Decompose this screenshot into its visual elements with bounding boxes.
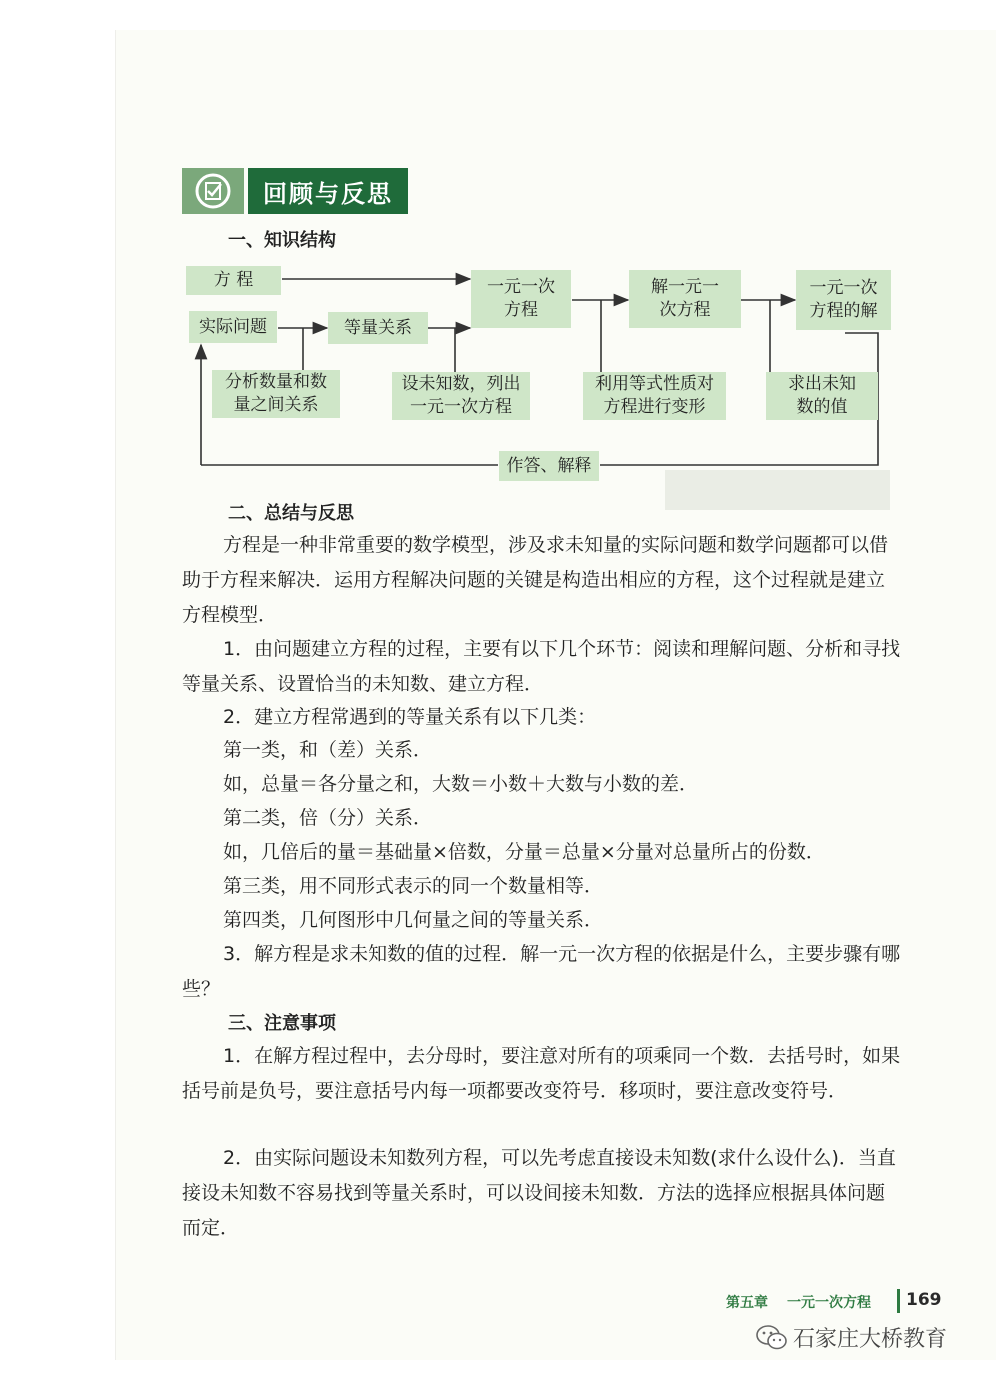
heading-knowledge-structure: 一、知识结构 — [228, 230, 336, 251]
check-clipboard-icon — [194, 172, 232, 210]
wechat-icon — [755, 1324, 789, 1352]
summary-paragraph-4: 第一类，和（差）关系． — [223, 739, 433, 761]
node-answer: 作答、解释 — [499, 451, 599, 481]
summary-paragraph-5: 如，总量＝各分量之和，大数＝小数＋大数与小数的差． — [223, 773, 699, 795]
summary-paragraph-1: 方程是一种非常重要的数学模型，涉及求未知量的实际问题和数学问题都可以借助于方程来解决．运用方程解决问题的关键是构造出相应的方程，这个过程就是建立方程模型． — [182, 534, 889, 626]
node-find-value: 求出未知数的值 — [766, 372, 878, 420]
heading-summary: 二、总结与反思 — [228, 503, 354, 524]
bleed-through-bar — [665, 470, 890, 510]
node-equation: 方 程 — [186, 266, 281, 295]
heading-notes: 三、注意事项 — [228, 1013, 336, 1034]
node-set-unknown: 设未知数，列出一元一次方程 — [392, 372, 530, 420]
watermark-text: 石家庄大桥教育 — [793, 1327, 948, 1352]
node-solve-equation: 解一元一次方程 — [629, 270, 741, 328]
summary-paragraph-9: 第四类，几何图形中几何量之间的等量关系． — [223, 909, 604, 931]
summary-paragraph-8: 第三类，用不同形式表示的同一个数量相等． — [223, 875, 604, 897]
notes-paragraph-1: 1．在解方程过程中，去分母时，要注意对所有的项乘同一个数．去括号时，如果括号前是负号，要注意括号内每一项都要改变符号．移项时，要注意改变符号． — [182, 1045, 901, 1102]
node-linear-equation: 一元一次方程 — [471, 270, 571, 328]
summary-paragraph-3: 2．建立方程常遇到的等量关系有以下几类： — [223, 706, 597, 728]
node-transform: 利用等式性质对方程进行变形 — [583, 372, 726, 420]
node-analyze: 分析数量和数量之间关系 — [212, 370, 340, 418]
footer-chapter: 第五章 — [726, 1295, 768, 1311]
page-number: 169 — [906, 1290, 942, 1310]
summary-paragraph-10: 3．解方程是求未知数的值的过程．解一元一次方程的依据是什么，主要步骤有哪些？ — [182, 943, 901, 1000]
footer-separator — [897, 1289, 900, 1313]
summary-paragraph-6: 第二类，倍（分）关系． — [223, 807, 433, 829]
section-title: 回顾与反思 — [248, 168, 408, 214]
node-real-problem: 实际问题 — [189, 311, 277, 343]
footer-chapter-title: 一元一次方程 — [787, 1295, 871, 1311]
notes-paragraph-2: 2．由实际问题设未知数列方程，可以先考虑直接设未知数(求什么设什么)．当直接设未知数不容易找到等量关系时，可以设间接未知数．方法的选择应根据具体问题而定． — [182, 1147, 896, 1239]
node-equal-relation: 等量关系 — [328, 312, 428, 344]
section-icon-box — [182, 168, 244, 214]
node-solution: 一元一次方程的解 — [796, 270, 891, 330]
summary-paragraph-2: 1．由问题建立方程的过程，主要有以下几个环节：阅读和理解问题、分析和寻找等量关系、设置恰当的未知数、建立方程． — [182, 638, 901, 695]
summary-paragraph-7: 如，几倍后的量＝基础量×倍数，分量＝总量×分量对总量所占的份数． — [223, 841, 825, 863]
